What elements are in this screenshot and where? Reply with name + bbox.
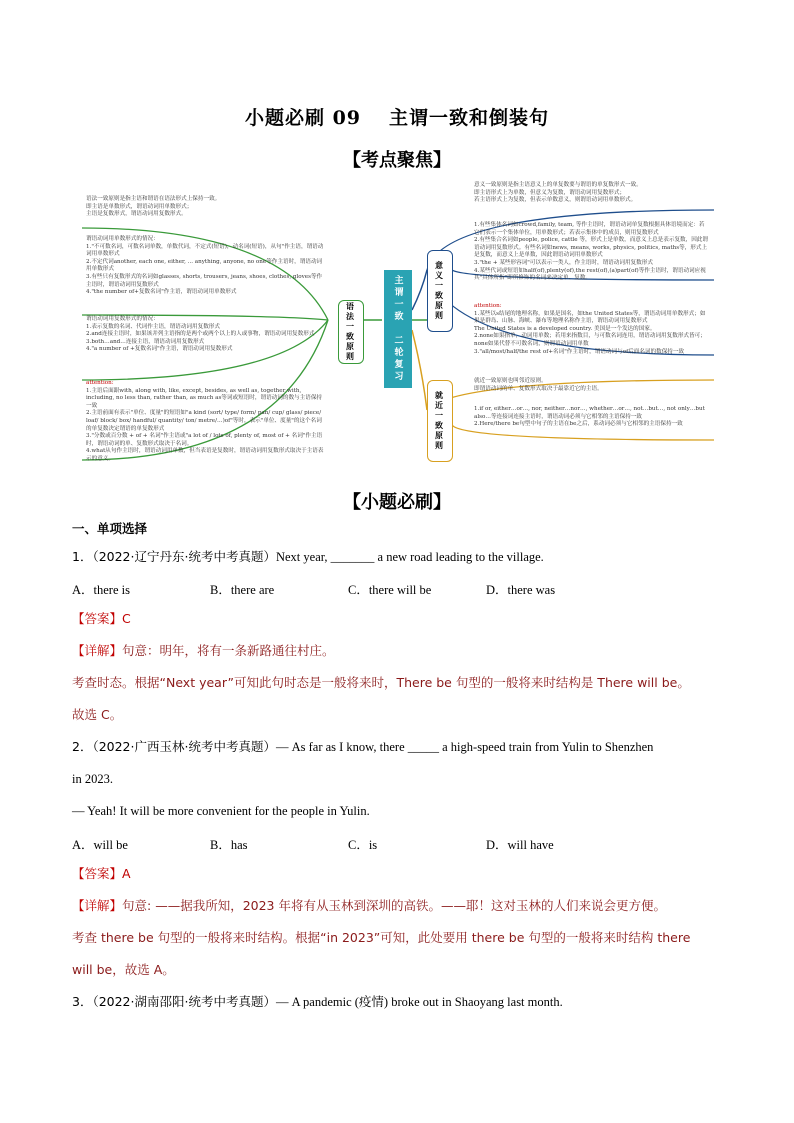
q2-option-b: B．has — [210, 838, 248, 852]
q1-answer: 【答案】C — [72, 611, 131, 626]
part-heading: 一、单项选择 — [72, 521, 148, 536]
q1-detail-label: 【详解】 — [72, 643, 123, 658]
q3-stem — [72, 994, 563, 1010]
mindmap-right-box-4 — [474, 378, 710, 393]
q2-source: 2．（2022·广西玉林·统考中考真题） — [72, 739, 276, 754]
q2-option-a: A．will be — [72, 838, 128, 852]
q2-option-c: C．is — [348, 838, 378, 852]
mindmap-left-box-1 — [86, 196, 326, 219]
mindmap-right-box-3 — [474, 303, 710, 356]
q2-detail-label: 【详解】 — [72, 898, 123, 913]
q1-detail-3: 故选 C。 — [72, 707, 123, 722]
q2-detail-2: 考查 there be 句型的一般将来时结构。根据“in 2023”可知，此处要用 there be 句型的一般将来时结构 there — [72, 930, 691, 945]
q1-option-c: C．there will be — [348, 583, 432, 597]
text: 谓语动词用单数形式的情况： 1."不可数名词，可数名词单数，单数代词，不定式(短语)，动名词(短语)，从句"作主语，谓语动词用单数形式 2.不定代词another, each one, either, ... anything, anyone, no one等作主语时，谓语动词用单数形式 3.有些只有复数形式的名词如glasses, shorts, trousers, jeans, shoes, clothes, gloves等作主语时，谓语动词用复数形式 4."the number of+复数名词"作主语，谓语动词用单数形式 — [86, 236, 324, 296]
q3-text: — A pandemic (疫情) broke out in Shaoyang last month. — [275, 995, 563, 1009]
q2-detail-text: 句意: ——据我所知，2023 年将有从玉林到深圳的高铁。——耶！这对玉林的人们来说会更方便。 — [122, 898, 666, 913]
q2-answer: 【答案】A — [72, 866, 131, 881]
q2-option-d: D．will have — [486, 838, 554, 852]
title-part2: 主谓一致和倒装句 — [389, 107, 550, 129]
mindmap-right-box-5 — [474, 406, 710, 429]
section-heading-focus: 【考点聚焦】 — [343, 150, 451, 171]
section-heading-practice: 【小题必刷】 — [343, 492, 451, 513]
title-part1: 小题必刷 09 — [244, 107, 362, 129]
q1-detail-2: 考查时态。根据“Next year”可知此句时态是一般将来时，There be 句型的一般将来时结构是 There will be。 — [72, 675, 690, 690]
mind-map — [82, 180, 714, 465]
q1-option-d: D．there was — [486, 583, 556, 597]
q3-source: 3．（2022·湖南邵阳·统考中考真题） — [72, 994, 276, 1009]
text: 意义一致原则是指主语意义上的单复数要与谓语的单复数形式一致。 即主语形式上为单数，但意义为复数，谓语动词用复数形式； 若主语形式上为复数，但表示单数意义，则谓语动词用单数形式。 — [474, 182, 642, 204]
text: attention: 1.主语后面跟with, along with, like, except, besides, as well as, together with, including, no less than, rather than, as much as等词或短语时，谓语动词的数与主语保持一致 2.主语前面有表示"单位、度量"的短语如"a kind (sort/ type/ form/ pan/ cup/ glass/ piece/ loaf/ block/ box/ handful/ quantity/ ton/ metre/…)of"等时，表示"单位、度量"的这个名词的单复数决定谓语的单复数形式 3."分数或百分数 + of + 名词"作主语或"a lot of / lots of, plenty of, most of + 名词"作主语时，谓语动词的单、复数形式取决于名词。 4.what从句作主语时，谓语动词用单数，但当表语是复数时，谓语动词用复数形式取决于主语表示的意义。 — [86, 380, 324, 462]
q2-detail — [72, 898, 666, 914]
text: attention: 1.某些以s结尾的地理名称，如果是国名，如the United States等，谓语动词用单数形式；如果是群岛、山脉、海峡、瀑布等地理名称作主语，谓语动词用复数形式 The United States is a developed country. 美国是一个发达的国家。 2.none如果指单，动词用单数；若用来指数目，与可数名词连用，谓语动词用复数形式皆可；none如果代替不可数名词，则谓语动词用单数 3."all/most/half/the rest of+名词"作主语时，谓语动词与of后面名词的数保持一致 — [474, 303, 706, 355]
mindmap-right-box-1 — [474, 182, 710, 205]
q2-stem-line3: — Yeah! It will be more convenient for the people in Yulin. — [72, 804, 370, 818]
mindmap-center: 主谓一致 二轮复习 — [384, 270, 412, 388]
q1-option-b: B．there are — [210, 583, 275, 597]
text: 语法一致原则是指主语和谓语在语法形式上保持一致。 即主语是单数形式，谓语动词用单数形式； 主语是复数形式，谓语动词用复数形式。 — [86, 196, 221, 218]
q1-stem — [72, 549, 544, 565]
mindmap-left-box-2 — [86, 236, 326, 297]
q1-option-a: A．there is — [72, 583, 130, 597]
q1-detail-text: 句意：明年，将有一条新路通往村庄。 — [122, 643, 335, 658]
q2-text: — As far as I know, there _____ a high-speed train from Yulin to Shenzhen — [275, 740, 654, 754]
text: 1.有些集体名词如crowd,family, team, 等作主语时，谓语动词单复数根据具体语境而定：若它们表示一个集体单位，用单数形式；若表示集体中的成员，则用复数形式 2.有些集合名词如people, police, cattle 等，形式上是单数，而意义上总是表示复数，因此谓语动词用复数形式。有些名词如news, means, works, physics, politics, maths等，形式上是复数，而意义上是单数，因此谓语动词用单数形式 3."the + 某些形容词"可以表示一类人，作主语时，谓语动词用复数形式 4.某些代词或短语如half(of),plenty(of),the rest(of),(a)part(of)等作主语时，谓语动词应视其"具体所指"即所修饰的名词来决定单、复数。 — [474, 222, 709, 282]
mindmap-node-meaning: 意义一致原则 — [427, 250, 453, 332]
mindmap-left-box-3 — [86, 316, 326, 354]
page-title — [0, 103, 794, 130]
text: 1.if or, either…or…, nor, neither…nor…, whether…or…, not…but…, not only…but also…等连接词连接主语时，谓语动词必须与它相邻的主语保持一致 2.Here/there be句型中句子的主语在be之后，系动词必须与它相邻的主语保持一致 — [474, 406, 705, 428]
q1-source: 1．（2022·辽宁丹东·统考中考真题） — [72, 549, 276, 564]
text: 谓语动词用复数形式的情况： 1.表示复数的名词、代词作主语，谓语动词用复数形式 2.and连接主语时，如果该并列主语指的是两个或两个以上的人或事物，谓语动词用复数形式 3.both…and…连接主语，谓语动词用复数形式 4."a number of +复数名词"作主语，谓语动词用复数形式 — [86, 316, 315, 353]
mindmap-left-box-4 — [86, 380, 326, 464]
q1-detail — [72, 643, 335, 659]
mindmap-node-grammar: 语法一致原则 — [338, 300, 364, 364]
q1-text: Next year, _______ a new road leading to the village. — [275, 550, 544, 564]
q2-stem-line2: in 2023. — [72, 772, 113, 786]
q2-stem — [72, 739, 653, 755]
q2-detail-3: will be，故选 A。 — [72, 962, 175, 977]
text: 就近一致原则也叫邻近原则。 即谓语动词的单、复数形式取决于最靠近它的主语。 — [474, 378, 603, 392]
mindmap-node-proximity: 就近一致原则 — [427, 380, 453, 462]
mindmap-right-box-2 — [474, 222, 710, 283]
